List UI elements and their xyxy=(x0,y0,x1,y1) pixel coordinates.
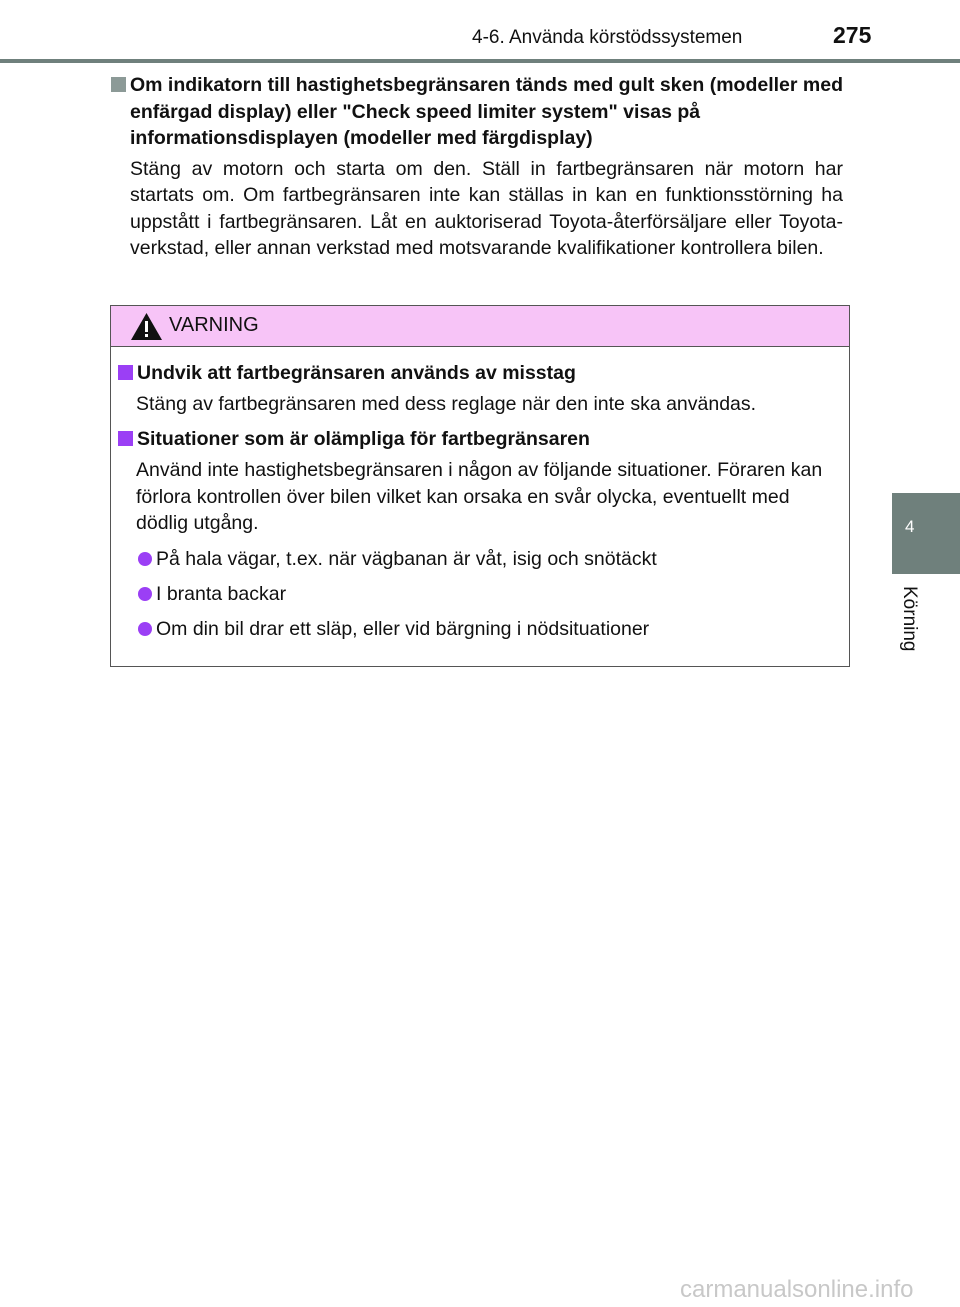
list-item-text: Om din bil drar ett släp, eller vid bärgning i nödsituationer xyxy=(156,618,650,640)
warning-title: VARNING xyxy=(169,314,259,336)
list-item xyxy=(138,618,649,641)
warning-text: Använd inte hastighetsbegränsaren i någon av följande situationer. Föraren kan förlora kontrollen över bilen vilket kan orsaka en svår olycka, eventuellt med dödlig utgång. xyxy=(136,459,823,534)
square-bullet-icon xyxy=(118,431,133,446)
square-bullet-icon xyxy=(111,77,126,92)
warning-triangle-icon xyxy=(130,312,163,341)
circle-bullet-icon xyxy=(138,587,152,601)
section-heading-text: Om indikatorn till hastighetsbegränsaren tänds med gult sken (modeller med enfärgad display) eller "Check speed limiter system" visas på informationsdisplayen (modeller med färgdisplay) xyxy=(130,74,843,149)
warning-header xyxy=(111,306,849,347)
square-bullet-icon xyxy=(118,365,133,380)
warning-subheading-text: Undvik att fartbegränsaren används av misstag xyxy=(137,362,576,384)
list-item xyxy=(138,583,286,606)
chapter-tab xyxy=(892,493,960,574)
circle-bullet-icon xyxy=(138,622,152,636)
page-number: 275 xyxy=(833,22,872,48)
chapter-label: Körning xyxy=(899,586,920,652)
header-section-title: 4-6. Använda körstödssystemen xyxy=(472,27,743,48)
warning-subheading xyxy=(118,362,576,385)
warning-subheading-text: Situationer som är olämpliga för fartbegränsaren xyxy=(137,428,590,450)
circle-bullet-icon xyxy=(138,552,152,566)
list-item-text: I branta backar xyxy=(156,583,287,605)
list-item-text: På hala vägar, t.ex. när vägbanan är våt, isig och snötäckt xyxy=(156,548,657,570)
warning-text: Stäng av fartbegränsaren med dess reglage när den inte ska användas. xyxy=(136,393,757,415)
watermark: carmanualsonline.info xyxy=(680,1276,914,1303)
section-body: Stäng av motorn och starta om den. Ställ in fartbegränsaren när motorn har startats om. Om fartbegränsaren inte kan ställas in kan en funktionsstörning ha uppstått i fartbegränsaren. Låt en auktoriserad Toyota-återförsäljare eller Toyota-verkstad, eller annan verkstad med motsvarande kvalifikationer kontrollera bilen. xyxy=(130,158,843,259)
warning-box xyxy=(110,305,850,667)
chapter-number: 4 xyxy=(905,517,915,536)
section-heading xyxy=(111,72,851,152)
warning-subheading xyxy=(118,428,590,451)
header-divider xyxy=(0,59,960,63)
list-item xyxy=(138,548,657,571)
